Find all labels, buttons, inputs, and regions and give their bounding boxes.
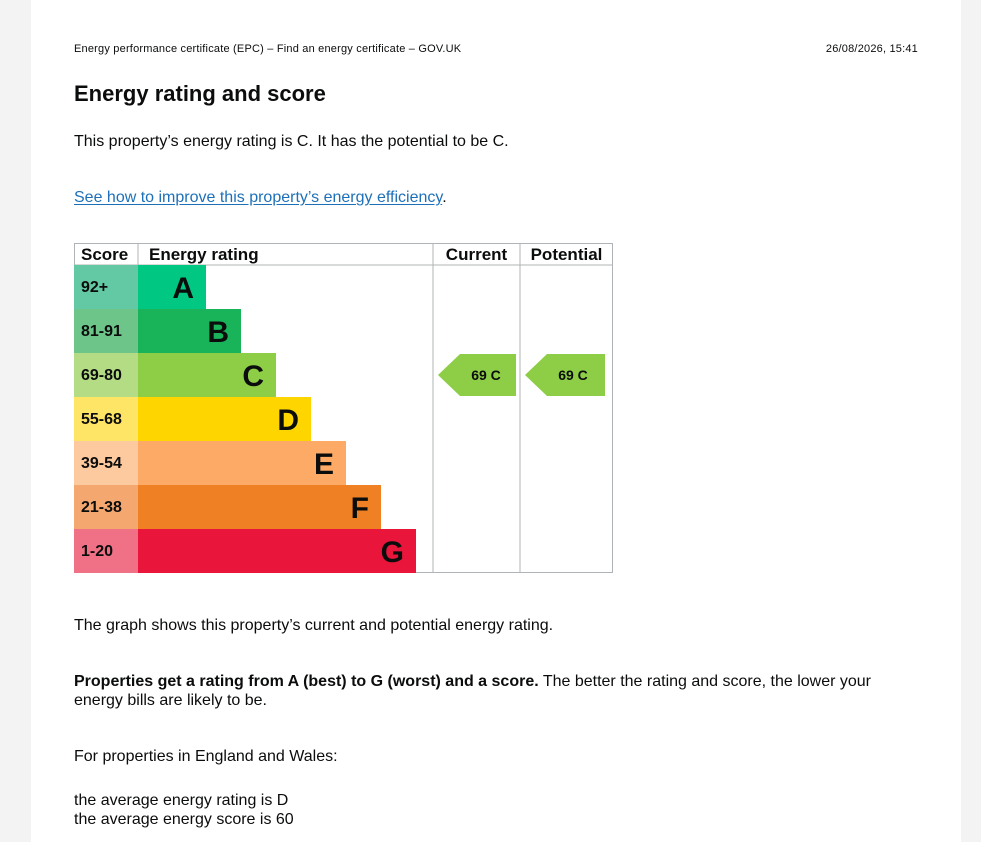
england-wales-label: For properties in England and Wales:	[74, 748, 338, 765]
page	[31, 0, 961, 842]
current-rating-arrow-label: 69 C	[471, 367, 501, 383]
rating-letter: F	[350, 492, 369, 525]
score-label: 92+	[81, 279, 109, 296]
page-title: Energy rating and score	[74, 81, 326, 106]
rating-bar	[138, 485, 381, 529]
column-header: Current	[445, 245, 508, 264]
column-header: Score	[81, 245, 129, 264]
rating-explanation	[74, 672, 919, 710]
graph-note: The graph shows this property’s current and potential energy rating.	[74, 617, 554, 634]
energy-rating-chart	[74, 243, 613, 573]
rating-letter: C	[242, 360, 264, 393]
print-title: Energy performance certificate (EPC) – Find an energy certificate – GOV.UK	[74, 43, 462, 55]
rating-letter: A	[172, 272, 194, 305]
improve-efficiency-link[interactable]: See how to improve this property’s energy efficiency	[74, 189, 443, 206]
score-label: 21-38	[81, 499, 122, 516]
print-header	[74, 43, 918, 55]
rating-letter: E	[313, 448, 334, 481]
rating-explanation-bold: Properties get a rating from A (best) to G (worst) and a score.	[74, 673, 539, 690]
rating-letter: B	[207, 316, 229, 349]
average-score: the average energy score is 60	[74, 811, 294, 828]
score-label: 39-54	[81, 455, 122, 472]
rating-bar	[138, 529, 416, 573]
potential-rating-arrow-label: 69 C	[558, 367, 588, 383]
score-label: 81-91	[81, 323, 122, 340]
print-timestamp: 26/08/2026, 15:41	[825, 43, 918, 55]
rating-explanation-rest: The better the rating and score, the lower your energy bills are likely to be.	[74, 673, 872, 709]
score-label: 55-68	[81, 411, 122, 428]
rating-letter: G	[380, 536, 404, 569]
score-label: 69-80	[81, 367, 122, 384]
rating-letter: D	[277, 404, 299, 437]
rating-summary: This property’s energy rating is C. It has the potential to be C.	[74, 133, 509, 150]
link-suffix: .	[442, 189, 447, 206]
column-header: Potential	[530, 245, 603, 264]
improve-paragraph	[74, 188, 447, 207]
column-header: Energy rating	[149, 245, 259, 264]
score-label: 1-20	[81, 543, 114, 560]
average-rating: the average energy rating is D	[74, 792, 289, 809]
energy-rating-graph	[74, 243, 613, 573]
